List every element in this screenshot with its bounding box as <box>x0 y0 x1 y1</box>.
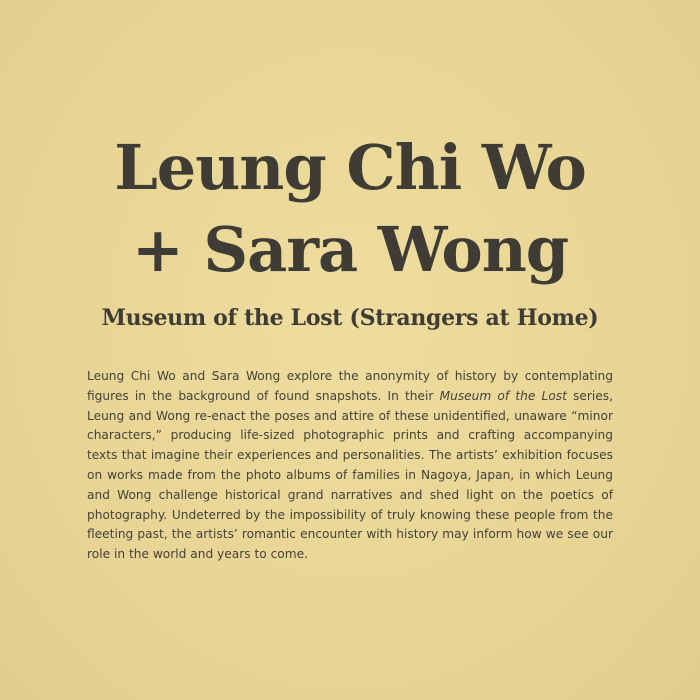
description-part-2: series, Leung and Wong re-enact the poses and attire of these unidentified, unaware “minor characters,” producing life-sized photographic prints and crafting accompanying texts that imagine their experiences and personalities. The artists’ exhibition focuses on works made from the photo albums of families in Nagoya, Japan, in which Leung and Wong challenge historical grand narratives and shed light on the poetics of photography. Undeterred by the impossibility of truly knowing these people from the fleeting past, the artists’ romantic encounter with history may inform how we see our role in the world and years to come. <box>87 388 614 562</box>
series-title: Museum of the Lost <box>439 388 567 403</box>
artist-names-line-2: + Sara Wong <box>131 213 569 286</box>
artist-names-line-1: Leung Chi Wo <box>114 131 586 204</box>
exhibition-subtitle: Museum of the Lost (Strangers at Home) <box>101 305 599 331</box>
exhibition-description <box>87 367 613 565</box>
description-part-1: Leung Chi Wo and Sara Wong explore the anonymity of history by contemplating figures in the background of found snapshots. In their <box>87 369 613 403</box>
